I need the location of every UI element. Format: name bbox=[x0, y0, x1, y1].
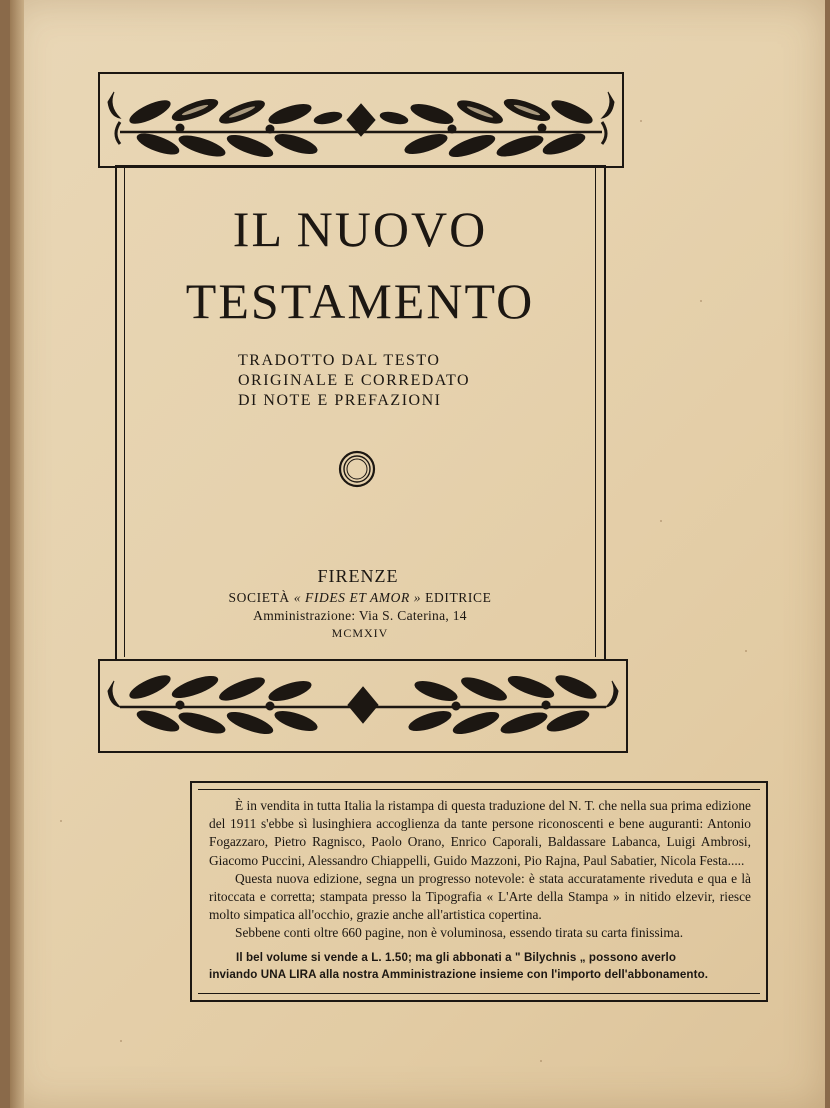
paper-speck bbox=[120, 1040, 122, 1042]
paper-speck bbox=[745, 650, 747, 652]
advert-price-line-1: Il bel volume si vende a L. 1.50; ma gli abbonati a " Bilychnis „ possono averlo bbox=[236, 951, 677, 964]
advert-paragraph-2: Questa nuova edizione, segna un progresso notevole: è stata accuratamente riveduta e qua e là ritoccata e corretta; stampata presso la Tipografia « L'Arte della Stampa » in nitido elzevir, riesce molto simpatica all'occhio, grazie anche all'artistica copertina. bbox=[209, 870, 751, 923]
title-line-2: TESTAMENTO bbox=[185, 273, 535, 329]
concentric-circle-icon bbox=[337, 449, 377, 494]
subtitle-line-3: DI NOTE E PREFAZIONI bbox=[238, 392, 442, 409]
publisher-name: « FIDES ET AMOR » bbox=[293, 590, 422, 605]
paper-speck bbox=[540, 1060, 542, 1062]
publisher-suffix: EDITRICE bbox=[425, 590, 492, 605]
advert-price-line-2: inviando UNA LIRA alla nostra Amministrazione insieme con l'importo dell'abbonamento. bbox=[209, 968, 709, 981]
paper-speck bbox=[700, 300, 702, 302]
laurel-branch-icon bbox=[100, 74, 622, 166]
laurel-branch-icon bbox=[100, 661, 626, 751]
paper-speck bbox=[660, 520, 662, 522]
publication-city: FIRENZE bbox=[317, 566, 399, 586]
paper-speck bbox=[60, 820, 62, 822]
publisher-prefix: SOCIETÀ bbox=[228, 590, 290, 605]
page-edge bbox=[10, 0, 24, 1108]
title-line-1: IL NUOVO bbox=[232, 201, 488, 257]
subtitle-line-2: ORIGINALE E CORREDATO bbox=[238, 372, 471, 389]
subtitle-line-1: TRADOTTO DAL TESTO bbox=[238, 352, 441, 369]
bottom-ornamental-border bbox=[98, 659, 628, 753]
paper-speck bbox=[640, 120, 642, 122]
publication-year: MCMXIV bbox=[331, 626, 389, 640]
top-ornamental-border bbox=[98, 72, 624, 168]
publisher-line bbox=[130, 590, 590, 606]
advert-paragraph-3: Sebbene conti oltre 660 pagine, non è voluminosa, essendo tirata su carta finissima. bbox=[235, 925, 684, 941]
advertisement-text bbox=[209, 797, 751, 943]
advert-paragraph-1: È in vendita in tutta Italia la ristampa di questa traduzione del N. T. che nella sua prima edizione del 1911 s'ebbe sì lusinghiera accoglienza da tante persone riconoscenti e bene auguranti: Antonio Fogazzaro, Pietro Ragnisco, Paolo Orano, Enrico Caporali, Baldassare Labanca, Luigi Ambrosi, Giacomo Puccini, Alessandro Chiappelli, Guido Mazzoni, Pio Rajna, Paul Sabatier, Nicola Festa..... bbox=[209, 798, 751, 868]
publisher-address: Amministrazione: Via S. Caterina, 14 bbox=[253, 608, 467, 623]
